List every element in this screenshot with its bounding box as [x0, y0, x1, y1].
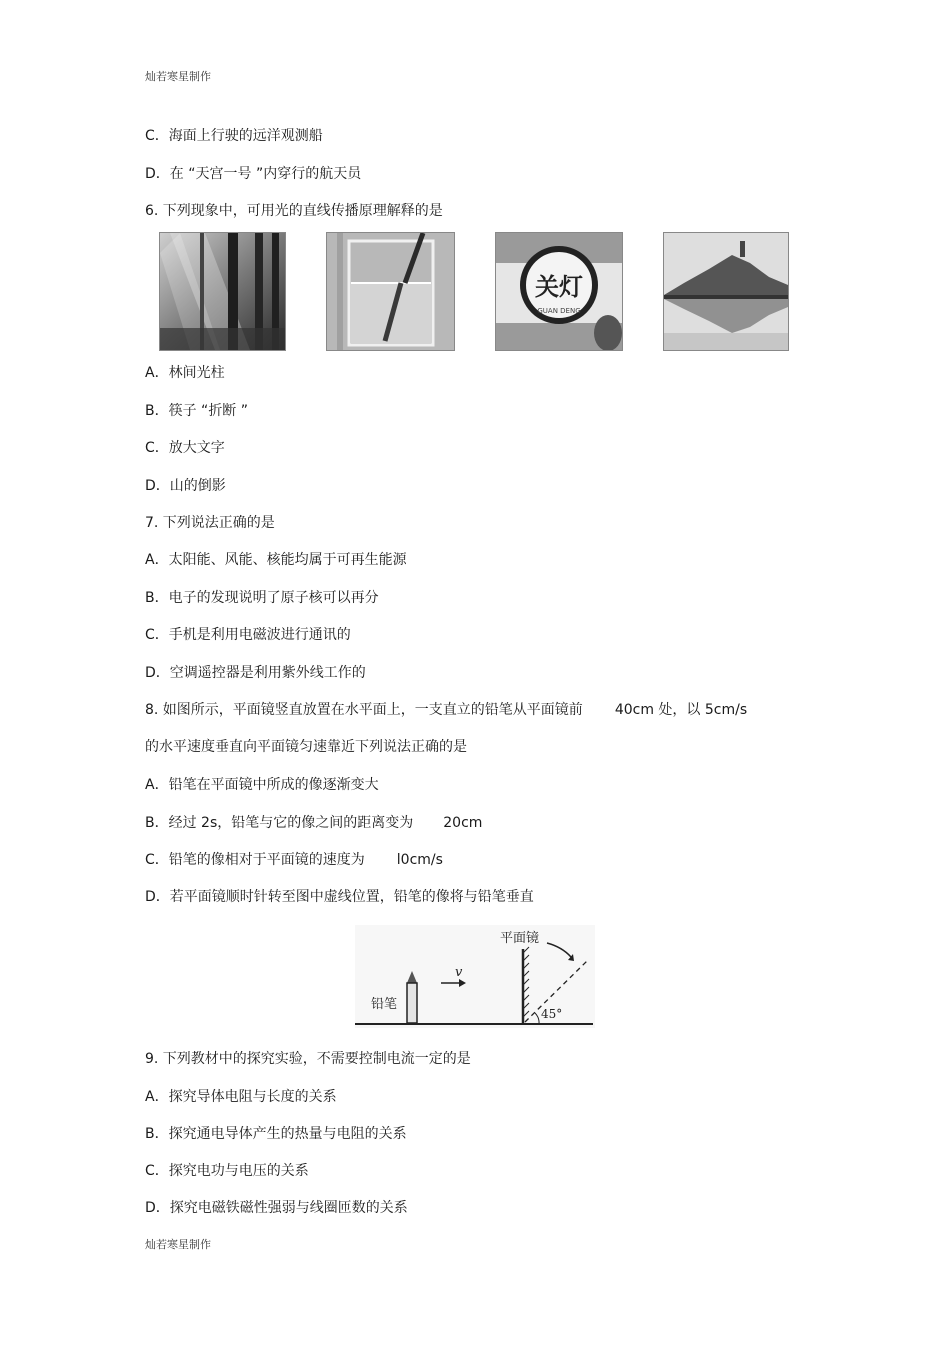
q5-option-c: C．海面上行驶的远洋观测船 — [145, 128, 323, 144]
q7-option-d: D．空调遥控器是利用紫外线工作的 — [145, 665, 366, 681]
magnifier-sign-photo — [495, 232, 623, 351]
q6-option-d: D．山的倒影 — [145, 478, 226, 494]
chopstick-in-water-photo — [326, 232, 455, 351]
magnifier-sign-subtext: GUAN DENG — [537, 307, 581, 315]
q6-option-b-part2: 折断 ” — [208, 403, 249, 419]
q8-option-c — [145, 851, 443, 869]
velocity-label: v — [455, 965, 463, 980]
magnifier-sign-text: 关灯 — [535, 273, 583, 301]
q5-option-d-part2: ”内穿行的航天员 — [255, 166, 362, 182]
q9-option-d: D．探究电磁铁磁性强弱与线圈匝数的关系 — [145, 1200, 408, 1216]
q8-option-a: A．铅笔在平面镜中所成的像逐渐变大 — [145, 777, 379, 793]
page-footer: 灿若寒星制作 — [145, 1238, 211, 1251]
q9-option-b: B．探究通电导体产生的热量与电阻的关系 — [145, 1126, 407, 1142]
question-6: 6. 下列现象中，可用光的直线传播原理解释的是 — [145, 203, 443, 219]
q8-option-b-part1: B．经过 2s，铅笔与它的像之间的距离变为 — [145, 815, 414, 831]
q9-option-c: C．探究电功与电压的关系 — [145, 1163, 309, 1179]
q7-option-c: C．手机是利用电磁波进行通讯的 — [145, 627, 351, 643]
q6-option-b-part1: B．筷子 “ — [145, 403, 209, 419]
q8-option-d: D．若平面镜顺时针转至图中虚线位置，铅笔的像将与铅笔垂直 — [145, 889, 534, 905]
q8-option-b-part2: 20cm — [443, 815, 483, 831]
question-8 — [145, 701, 747, 719]
q6-option-a: A．林间光柱 — [145, 365, 225, 381]
q7-option-b: B．电子的发现说明了原子核可以再分 — [145, 590, 379, 606]
q6-option-c: C．放大文字 — [145, 440, 225, 456]
pencil-label: 铅笔 — [371, 997, 398, 1012]
question-8-part2: 40cm 处，以 5cm/s — [614, 702, 748, 718]
page-header: 灿若寒星制作 — [145, 70, 211, 83]
q6-option-b — [145, 402, 248, 420]
q7-option-a: A．太阳能、风能、核能均属于可再生能源 — [145, 552, 407, 568]
q5-option-d-part1: D．在 “天宫一号 — [145, 166, 256, 182]
q8-option-c-part1: C．铅笔的像相对于平面镜的速度为 — [145, 852, 365, 868]
pencil-body — [407, 983, 417, 1023]
mirror-pencil-diagram — [355, 925, 595, 1028]
question-8-part1: 8. 如图所示，平面镜竖直放置在水平面上，一支直立的铅笔从平面镜前 — [145, 702, 583, 718]
q5-option-d — [145, 165, 361, 183]
mountain-reflection-photo — [663, 232, 789, 351]
forest-light-photo — [159, 232, 286, 351]
q8-option-c-part2: l0cm/s — [396, 852, 443, 868]
q9-option-a: A．探究导体电阻与长度的关系 — [145, 1089, 337, 1105]
question-9: 9. 下列教材中的探究实验，不需要控制电流一定的是 — [145, 1051, 471, 1067]
angle-label: 45° — [541, 1007, 563, 1021]
question-7: 7. 下列说法正确的是 — [145, 515, 275, 531]
mirror-label: 平面镜 — [500, 931, 540, 946]
question-8-continued: 的水平速度垂直向平面镜匀速靠近下列说法正确的是 — [145, 739, 467, 755]
q8-option-b — [145, 814, 482, 832]
